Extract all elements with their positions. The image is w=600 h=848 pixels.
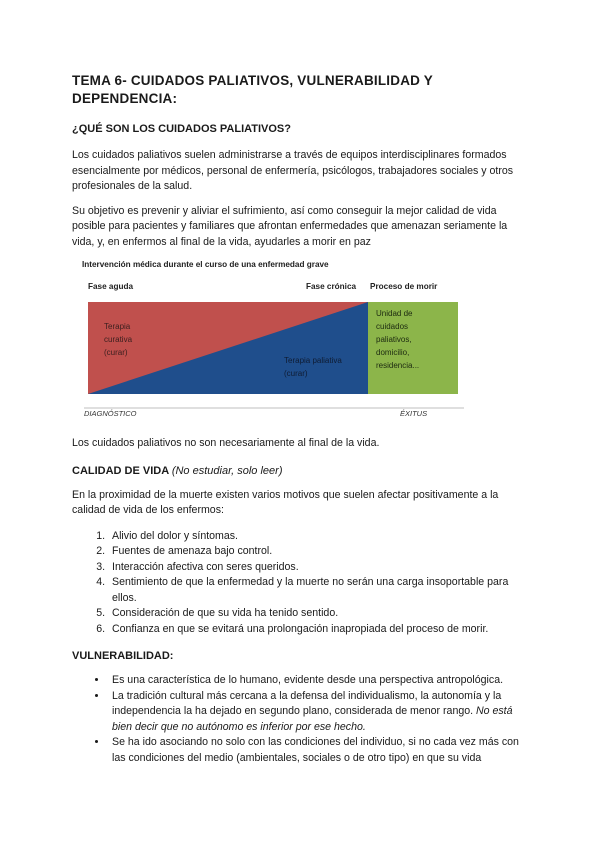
figure-title: Intervención médica durante el curso de una enfermedad grave [82, 260, 329, 269]
curative-label-line: curativa [104, 335, 133, 344]
bullet-normal-text: La tradición cultural más cercana a la defensa del individualismo, la autonomía y la independencia la ha dejado en segundo plano, considerada de menor rango. [112, 689, 502, 717]
phase-dying-label: Proceso de morir [370, 282, 438, 291]
palliative-care-figure [80, 260, 470, 424]
care-unit-label-line: Unidad de [376, 309, 413, 318]
list-item: 5. Consideración de que su vida ha tenido sentido. [108, 606, 532, 622]
document-title: TEMA 6- CUIDADOS PALIATIVOS, VULNERABILIDAD Y DEPENDENCIA: [72, 73, 433, 106]
paragraph-objetivo: Su objetivo es prevenir y aliviar el sufrimiento, así como conseguir la mejor calidad de vida posible para pacientes y familiares que afrontan enfermedades que amenazan seriamente la vida, y, en enfermos al final de la vida, ayudarles a morir en paz [72, 204, 508, 248]
curative-label-line: Terapia [104, 322, 131, 331]
care-unit-label [376, 307, 419, 372]
calidad-heading-text: CALIDAD DE VIDA [72, 464, 169, 477]
curative-label-line: (curar) [104, 348, 128, 357]
list-item: • Se ha ido asociando no solo con las condiciones del individuo, si no cada vez más con las condiciones del medio (ambientales, sociales o de otro tipo) en que su vida [108, 735, 532, 766]
palliative-therapy-label [284, 354, 342, 380]
list-item: 3. Interacción afectiva con seres queridos. [108, 560, 532, 576]
palliative-label-line: (curar) [284, 369, 308, 378]
calidad-heading-note: (No estudiar, solo leer) [171, 464, 283, 477]
care-unit-label-line: paliativos, [376, 335, 412, 344]
list-item: 2. Fuentes de amenaza bajo control. [108, 544, 532, 560]
care-unit-label-line: cuidados [376, 322, 409, 331]
phase-chronic-label: Fase crónica [306, 282, 357, 291]
list-item [108, 689, 532, 736]
list-item: 4. Sentimiento de que la enfermedad y la muerte no serán una carga insoportable para ellos. [108, 575, 532, 606]
section-heading-calidad [72, 464, 532, 478]
document-page [72, 72, 532, 766]
palliative-label-line: Terapia paliativa [284, 356, 342, 365]
care-unit-label-line: residencia... [376, 361, 420, 370]
list-item: 6. Confianza en que se evitará una prolongación inapropiada del proceso de morir. [108, 622, 532, 638]
vulnerability-list [72, 673, 532, 766]
bullet-italic-text: No está bien decir que no autónomo es inferior por ese hecho. [112, 705, 513, 733]
list-item: • Es una característica de lo humano, evidente desde una perspectiva antropológica. [108, 673, 532, 689]
section-heading-vulnerabilidad: VULNERABILIDAD: [72, 650, 174, 662]
axis-end-label: ÉXITUS [400, 409, 428, 418]
list-item: 1. Alivio del dolor y síntomas. [108, 529, 532, 545]
paragraph-proximidad: En la proximidad de la muerte existen varios motivos que suelen afectar positivamente a la calidad de vida de los enfermos: [72, 488, 499, 516]
curative-therapy-label [104, 320, 132, 359]
paragraph-no-final: Los cuidados paliativos no son necesariamente al final de la vida. [72, 437, 380, 449]
axis-start-label: DIAGNÓSTICO [84, 409, 137, 418]
section-heading-cuidados: ¿QUÉ SON LOS CUIDADOS PALIATIVOS? [72, 123, 291, 135]
care-unit-label-line: domicilio, [376, 348, 410, 357]
paragraph-equipos: Los cuidados paliativos suelen administrarse a través de equipos interdisciplinares formados esencialmente por médicos, personal de enfermería, psicólogos, trabajadores sociales y otros profesionales de la salud. [72, 149, 514, 192]
phase-acute-label: Fase aguda [88, 282, 134, 291]
quality-factors-list [72, 529, 532, 638]
